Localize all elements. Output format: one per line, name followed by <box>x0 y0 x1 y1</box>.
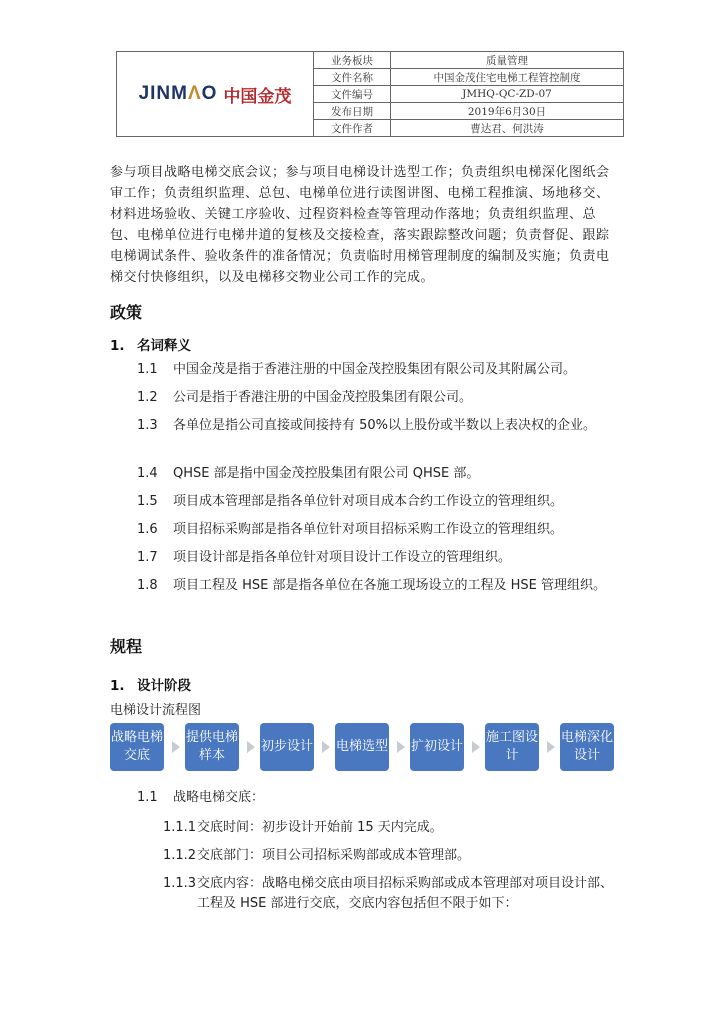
section-number: 1. <box>110 338 125 354</box>
flow-caption: 电梯设计流程图 <box>110 703 202 718</box>
item-text: 公司是指于香港注册的中国金茂控股集团有限公司。 <box>173 390 473 405</box>
definition-item <box>137 548 627 568</box>
item-text: 项目工程及 HSE 部是指各单位在各施工现场设立的工程及 HSE 管理组织。 <box>173 578 607 593</box>
definition-item <box>137 388 627 408</box>
item-text: 项目招标采购部是指各单位针对项目招标采购工作设立的管理组织。 <box>173 522 564 537</box>
item-text: 各单位是指公司直接或间接持有 50%以上股份或半数以上表决权的企业。 <box>173 418 597 433</box>
process-heading: 规程 <box>110 637 143 656</box>
item-text: 项目设计部是指各单位针对项目设计工作设立的管理组织。 <box>173 550 512 565</box>
policy-heading: 政策 <box>110 303 143 322</box>
subsection-1-1 <box>137 788 617 808</box>
header-value: JMHQ-QC-ZD-07 <box>391 86 624 103</box>
flow-step: 施工图设计 <box>485 723 539 771</box>
flow-arrow-icon <box>547 741 555 753</box>
flow-step: 扩初设计 <box>410 723 464 771</box>
item-number: 1.1 <box>137 362 158 377</box>
definition-item <box>137 464 627 484</box>
item-number: 1.1 <box>137 790 158 805</box>
item-text: 交底部门：项目公司招标采购部或成本管理部。 <box>197 848 471 863</box>
header-key: 文件作者 <box>314 120 391 137</box>
item-text: QHSE 部是指中国金茂控股集团有限公司 QHSE 部。 <box>173 466 480 481</box>
flow-arrow-icon <box>172 741 180 753</box>
item-text: 战略电梯交底： <box>173 790 265 805</box>
item-number: 1.2 <box>137 390 158 405</box>
flow-step: 电梯选型 <box>335 723 389 771</box>
flow-step: 战略电梯交底 <box>110 723 164 771</box>
item-number: 1.3 <box>137 418 158 433</box>
header-key: 发布日期 <box>314 103 391 120</box>
item-number: 1.1.1 <box>163 820 197 835</box>
header-value: 曹达君、何洪涛 <box>391 120 624 137</box>
jinmao-logo <box>117 82 313 107</box>
flow-arrow-icon <box>247 741 255 753</box>
item-text: 中国金茂是指于香港注册的中国金茂控股集团有限公司及其附属公司。 <box>173 362 577 377</box>
item-number: 1.7 <box>137 550 158 565</box>
definition-item <box>137 492 627 512</box>
item-text: 项目成本管理部是指各单位针对项目成本合约工作设立的管理组织。 <box>173 494 564 509</box>
design-flow-chart <box>110 719 616 775</box>
logo-cell <box>117 52 314 137</box>
flow-arrow-icon <box>397 741 405 753</box>
subsection-item <box>163 874 617 914</box>
item-number: 1.4 <box>137 466 158 481</box>
flow-step: 电梯深化设计 <box>560 723 614 771</box>
definition-item <box>137 576 627 596</box>
flow-step: 提供电梯样本 <box>185 723 239 771</box>
section-title: 名词释义 <box>137 338 191 354</box>
item-text: 交底时间：初步设计开始前 15 天内完成。 <box>197 820 443 835</box>
definitions-heading <box>110 334 191 354</box>
header-key: 文件名称 <box>314 69 391 86</box>
definition-item <box>137 416 627 436</box>
document-header-table <box>116 51 624 137</box>
logo-chinese: 中国金茂 <box>223 86 292 107</box>
definition-item <box>137 520 627 540</box>
item-number: 1.1.3 <box>163 876 197 891</box>
item-text: 交底内容：战略电梯交底由项目招标采购部或成本管理部对项目设计部、工程及 HSE 部进行交底，交底内容包括但不限于如下： <box>197 876 614 911</box>
logo-latin: JINMΛO <box>138 83 218 104</box>
item-number: 1.1.2 <box>163 848 197 863</box>
subsection-item <box>163 818 617 838</box>
flow-arrow-icon <box>322 741 330 753</box>
subsection-item <box>163 846 617 866</box>
section-number: 1. <box>110 678 125 694</box>
definition-item <box>137 360 627 380</box>
item-number: 1.5 <box>137 494 158 509</box>
header-key: 业务板块 <box>314 52 391 69</box>
flow-arrow-icon <box>472 741 480 753</box>
header-key: 文件编号 <box>314 86 391 103</box>
intro-paragraph: 参与项目战略电梯交底会议；参与项目电梯设计选型工作；负责组织电梯深化图纸会审工作；负责组织监理、总包、电梯单位进行读图讲图、电梯工程推演、场地移交、材料进场验收、关键工序验收、过程资料检查等管理动作落地；负责组织监理、总包、电梯单位进行电梯井道的复核及交接检查，落实跟踪整改问题；负责督促、跟踪电梯调试条件、验收条件的准备情况；负责临时用梯管理制度的编制及实施；负责电梯交付快修组织，以及电梯移交物业公司工作的完成。 <box>110 165 610 285</box>
flow-step: 初步设计 <box>260 723 314 771</box>
header-value: 2019年6月30日 <box>391 103 624 120</box>
header-value: 质量管理 <box>391 52 624 69</box>
header-value: 中国金茂住宅电梯工程管控制度 <box>391 69 624 86</box>
design-stage-heading <box>110 674 191 694</box>
item-number: 1.8 <box>137 578 158 593</box>
item-number: 1.6 <box>137 522 158 537</box>
section-title: 设计阶段 <box>137 678 191 694</box>
